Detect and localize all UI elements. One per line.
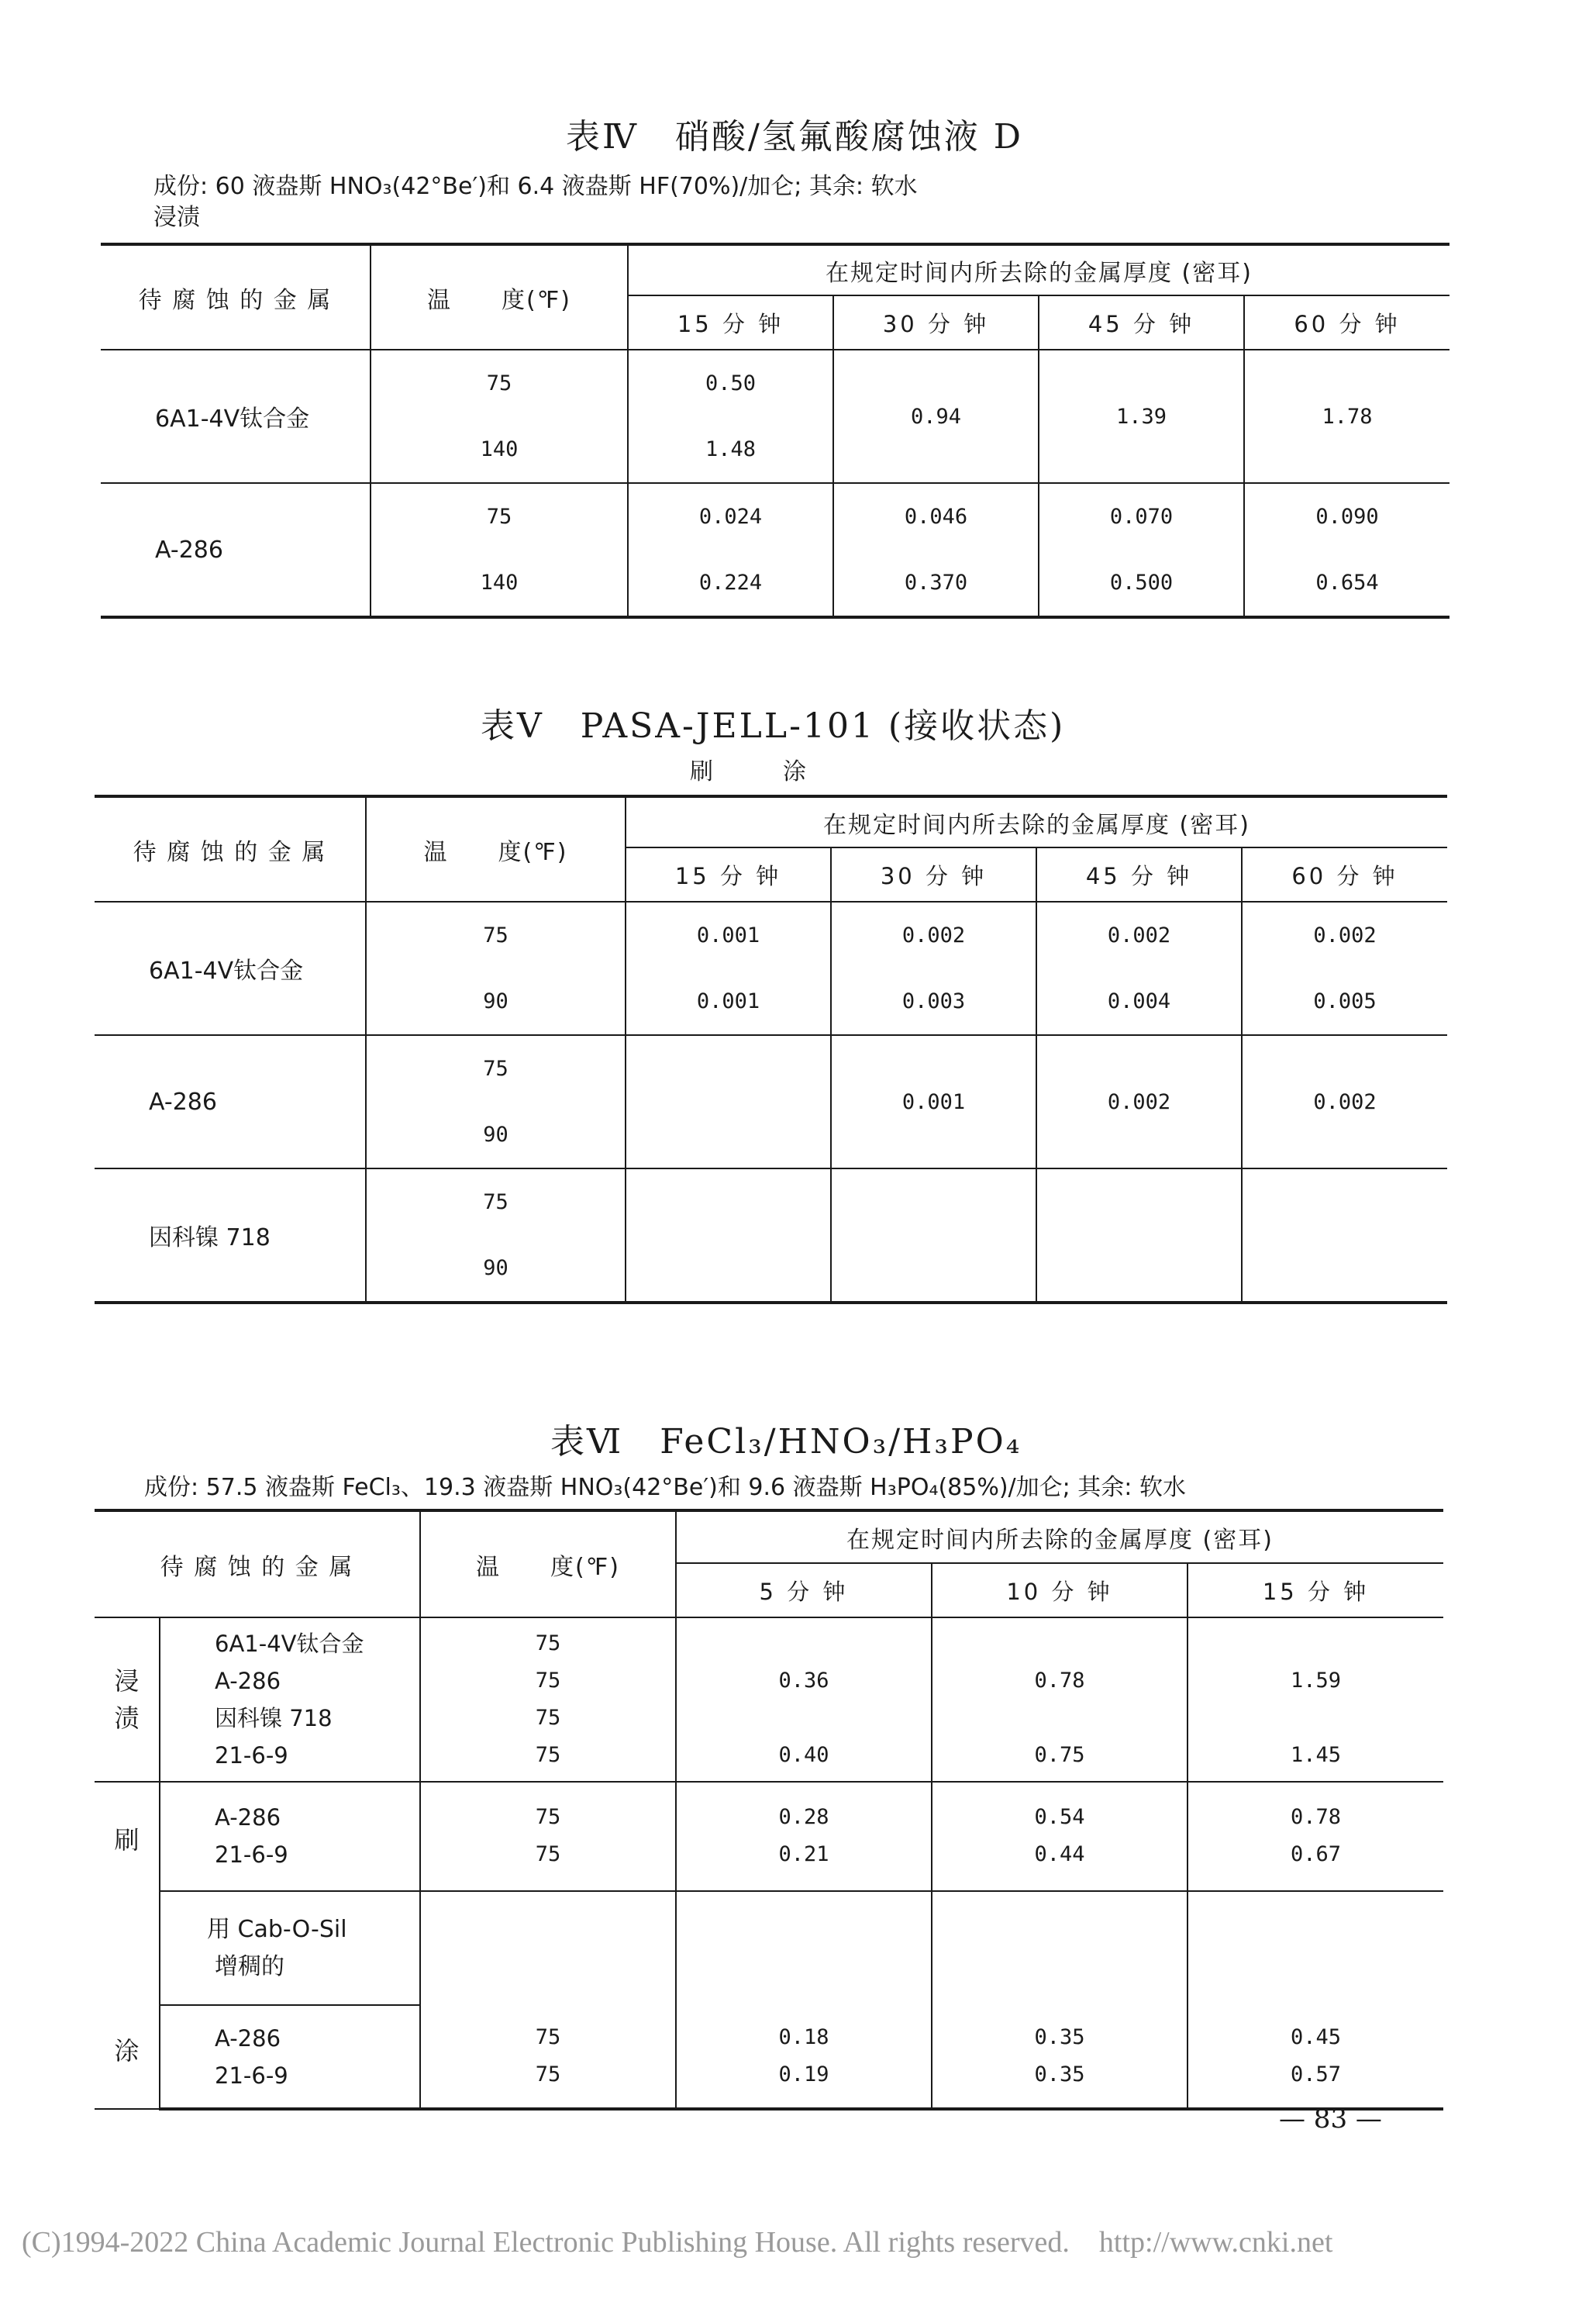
table4-composition: 成份: 60 液盎斯 HNO₃(42°Be′)和 6.4 液盎斯 HF(70%)/加仑; 其余: 软水 <box>153 173 918 200</box>
table-row <box>95 1782 1443 1891</box>
header-temp: 温 度(℉) <box>366 796 626 902</box>
header-time: 15 分 钟 <box>1188 1563 1443 1617</box>
table-row <box>101 483 1449 617</box>
value-cell: 0.36 0.40 <box>676 1617 932 1782</box>
header-time: 45 分 钟 <box>1039 295 1244 350</box>
value-cell: 0.001 0.001 <box>626 902 831 1035</box>
table4-method: 浸渍 <box>153 204 200 231</box>
value-cell: 0.54 0.44 <box>932 1782 1188 1891</box>
temp-cell: 75 90 <box>366 1035 626 1168</box>
copyright-footer: (C)1994-2022 China Academic Journal Electronic Publishing House. All rights reserved. http://www.cnki.net <box>22 2226 1333 2259</box>
temp-list: 75 75 <box>420 1782 676 1891</box>
table6-title: 表Ⅵ FeCl₃/HNO₃/H₃PO₄ <box>550 1422 1022 1462</box>
thickened-label: 用 Cab-O-Sil 增稠的 <box>160 1891 420 2006</box>
header-metal: 待 腐 蚀 的 金 属 <box>95 1510 420 1617</box>
value-cell: 0.002 0.003 <box>831 902 1036 1035</box>
value-cell: 1.39 <box>1039 350 1244 483</box>
brush-label: 刷 涂 <box>95 1782 160 2109</box>
table-row <box>95 902 1447 1035</box>
value-cell: 0.78 0.67 <box>1188 1782 1443 1891</box>
header-metal: 待 腐 蚀 的 金 属 <box>101 244 371 350</box>
table4 <box>101 243 1449 619</box>
value-cell: 0.28 0.21 <box>676 1782 932 1891</box>
header-group: 在规定时间内所去除的金属厚度 (密耳) <box>676 1510 1443 1563</box>
immersion-label: 浸 渍 <box>95 1617 160 1782</box>
table4-title: 表Ⅳ 硝酸/氢氟酸腐蚀液 D <box>566 117 1024 157</box>
value-cell: 0.35 0.35 <box>932 2005 1188 2109</box>
value-cell <box>1036 1168 1242 1303</box>
table-row <box>95 2005 1443 2109</box>
header-time: 60 分 钟 <box>1244 295 1449 350</box>
value-cell: 0.002 <box>1242 1035 1447 1168</box>
value-cell: 1.78 <box>1244 350 1449 483</box>
table5 <box>95 795 1447 1304</box>
metal-list: 6A1-4V钛合金 A-286 因科镍 718 21-6-9 <box>160 1617 420 1782</box>
value-cell <box>626 1035 831 1168</box>
temp-list: 75 75 75 75 <box>420 1617 676 1782</box>
temp-list: 75 75 <box>420 2005 676 2109</box>
header-time: 30 分 钟 <box>833 295 1039 350</box>
table5-subtitle: 刷 涂 <box>690 758 806 785</box>
value-cell: 1.59 1.45 <box>1188 1617 1443 1782</box>
header-time: 60 分 钟 <box>1242 847 1447 902</box>
value-cell: 0.45 0.57 <box>1188 2005 1443 2109</box>
value-cell <box>831 1168 1036 1303</box>
value-cell <box>626 1168 831 1303</box>
header-temp: 温 度(℉) <box>420 1510 676 1617</box>
temp-cell: 75 140 <box>371 350 628 483</box>
value-cell: 0.070 0.500 <box>1039 483 1244 617</box>
metal-name: A-286 <box>95 1035 366 1168</box>
value-cell: 0.001 <box>831 1035 1036 1168</box>
value-cell: 0.002 0.004 <box>1036 902 1242 1035</box>
table6-composition: 成份: 57.5 液盎斯 FeCl₃、19.3 液盎斯 HNO₃(42°Be′)和 9.6 液盎斯 H₃PO₄(85%)/加仑; 其余: 软水 <box>144 1474 1186 1501</box>
value-cell: 0.50 1.48 <box>628 350 833 483</box>
table-row <box>101 350 1449 483</box>
metal-name: 因科镍 718 <box>95 1168 366 1303</box>
metal-name: 6A1-4V钛合金 <box>95 902 366 1035</box>
header-temp: 温 度(℉) <box>371 244 628 350</box>
header-time: 10 分 钟 <box>932 1563 1188 1617</box>
value-cell: 0.78 0.75 <box>932 1617 1188 1782</box>
table-row <box>95 1035 1447 1168</box>
value-cell: 0.090 0.654 <box>1244 483 1449 617</box>
value-cell: 0.18 0.19 <box>676 2005 932 2109</box>
metal-list: A-286 21-6-9 <box>160 2005 420 2109</box>
page-number: — 83 — <box>1279 2104 1382 2135</box>
value-cell: 0.94 <box>833 350 1039 483</box>
header-group: 在规定时间内所去除的金属厚度 (密耳) <box>628 244 1449 295</box>
header-time: 30 分 钟 <box>831 847 1036 902</box>
table6 <box>95 1509 1443 2111</box>
table-row <box>95 1617 1443 1782</box>
header-group: 在规定时间内所去除的金属厚度 (密耳) <box>626 796 1447 847</box>
temp-cell: 75 90 <box>366 1168 626 1303</box>
value-cell: 0.002 0.005 <box>1242 902 1447 1035</box>
value-cell: 0.024 0.224 <box>628 483 833 617</box>
value-cell: 0.046 0.370 <box>833 483 1039 617</box>
table5-title: 表Ⅴ PASA-JELL-101 (接收状态) <box>481 706 1066 746</box>
metal-name: 6A1-4V钛合金 <box>101 350 371 483</box>
header-time: 15 分 钟 <box>628 295 833 350</box>
table-row <box>95 1168 1447 1303</box>
metal-list: A-286 21-6-9 <box>160 1782 420 1891</box>
value-cell <box>1242 1168 1447 1303</box>
header-time: 5 分 钟 <box>676 1563 932 1617</box>
temp-cell: 75 140 <box>371 483 628 617</box>
header-time: 45 分 钟 <box>1036 847 1242 902</box>
header-time: 15 分 钟 <box>626 847 831 902</box>
value-cell: 0.002 <box>1036 1035 1242 1168</box>
table-row <box>95 1891 1443 2006</box>
header-metal: 待 腐 蚀 的 金 属 <box>95 796 366 902</box>
temp-cell: 75 90 <box>366 902 626 1035</box>
metal-name: A-286 <box>101 483 371 617</box>
